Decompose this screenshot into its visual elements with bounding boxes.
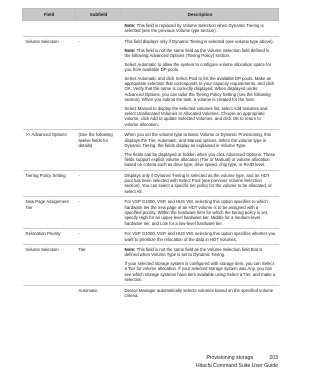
cell-subfield: (See the following twelve fields for details) <box>76 130 122 171</box>
table-row <box>23 130 279 171</box>
description-paragraph <box>125 23 276 34</box>
page-number: 203 <box>269 355 278 361</box>
cell-subfield: - <box>76 197 122 229</box>
cell-description <box>122 229 279 245</box>
paragraph-text: For VSP G1000, VSP, and HUS VM, selecting this option specifies to which hardware tier the new page of an HDT volume is to be assigned with a specified priority. Within the hardware tiers for which the tiering policy is set, specify High for an upper-level hardware tier, Middle for a medium-level hardware tier, and Low for a low-level hardware tier. <box>124 199 269 226</box>
cell-subfield <box>76 21 122 37</box>
header-field: Field <box>23 9 76 21</box>
table-row <box>23 285 279 300</box>
cell-field <box>23 285 76 300</box>
cell-field: Relocation Priority <box>23 229 76 245</box>
description-paragraph <box>125 132 276 148</box>
table-row <box>23 197 279 229</box>
paragraph-text: If your selected storage system is configured with storage tiers, you can Select a Tier for volume allocation. If your selected storage system was Any, you can see which storage systems have tiers available using Select a Tier, and make a selection. <box>124 261 276 283</box>
header-subfield: Subfield <box>76 9 122 21</box>
page-footer <box>0 355 278 361</box>
table-row <box>23 170 279 197</box>
description-paragraph <box>125 39 276 44</box>
paragraph-text: When you set the volume type to Basic Volume or Dynamic Provisioning, this displays the Tier, Automatic, and Manual options. When the volume type is Dynamic Tiering, the fields display as explained in Volume Type. <box>124 132 271 148</box>
cell-subfield: - <box>76 229 122 245</box>
paragraph-text: This field is replaced by Volume Selection when Dynamic Tiering is selected (see the previous Volume type section). <box>124 23 264 34</box>
cell-field: Tiering Policy Setting <box>23 170 76 197</box>
paragraph-text: This field is not the same field as the Volume Selection field defined in the following Advanced Options (Tiering Policy) section. <box>124 47 270 59</box>
cell-subfield: - <box>76 36 122 129</box>
description-paragraph <box>125 173 276 194</box>
note-label: Note: <box>124 23 136 29</box>
paragraph-text: This field displays only if Dynamic Tiering is selected (see volume type above). <box>124 39 274 45</box>
table-row <box>23 21 279 37</box>
cell-field <box>23 21 76 37</box>
table-row <box>23 245 279 286</box>
paragraph-text: Select Manual to display the selected volumes list, select Add Volumes,and select Unallocated Volumes or Allocated Volumes. Choose an appropriate volume, click Add to update Selected Volumes, and click OK to return to volume allocation. <box>124 105 268 127</box>
paragraph-text: For VSP G1000, VSP, and HUS VM, selecting this option specifies whether you want to prioritize the relocation of the data in HDT volumes. <box>124 231 276 242</box>
cell-description <box>122 285 279 300</box>
cell-description <box>122 245 279 286</box>
cell-description <box>122 170 279 197</box>
cell-description <box>122 36 279 129</box>
table-row <box>23 229 279 245</box>
footer-book-title: Hitachi Command Suite User Guide <box>195 363 278 369</box>
description-paragraph <box>125 48 276 59</box>
cell-subfield: Automatic <box>76 285 122 300</box>
cell-field: >> Advanced Options <box>23 130 76 171</box>
note-label: Note: <box>124 247 136 253</box>
paragraph-text: Select Automatic to allow the system to configure volume allocation space for you from available DP pools. <box>124 61 272 73</box>
description-paragraph <box>125 62 276 73</box>
paragraph-text: Displays only if Dynamic Tiering is selected as the volume type, and an HDT pool has been selected with Select Pool (see previous Volume Selection section). You can select a specific tier policy for the volume to be allocated, or select All. <box>124 172 272 194</box>
cell-field: Volume Selection <box>23 245 76 286</box>
note-label: Note: <box>124 47 136 53</box>
cell-subfield: - <box>76 170 122 197</box>
table-row <box>23 36 279 129</box>
table-header-row <box>23 9 279 21</box>
table-body <box>23 21 279 301</box>
field-description-table <box>22 8 279 301</box>
description-paragraph <box>125 106 276 127</box>
description-paragraph <box>125 76 276 102</box>
cell-description <box>122 130 279 171</box>
cell-description <box>122 21 279 37</box>
cell-description <box>122 197 279 229</box>
paragraph-text: Device Manager automatically selects volumes based on the specified volume criteria. <box>124 287 274 299</box>
paragraph-text: Select Automatic and click Select Pool to list the available DP pools. Make an appropriate selection that corresponds to your capacity requirements, and click OK. Verify that the name is correctly displayed. When displayed under Advanced Options, you can tailor the Tiering Policy Setting (see the following section). When you submit the task, a volume is created for the host. <box>124 75 275 102</box>
footer-section-title: Provisioning storage <box>206 355 254 361</box>
cell-field: Volume Selection <box>23 36 76 129</box>
description-paragraph <box>125 152 276 168</box>
description-paragraph <box>125 231 276 242</box>
description-paragraph <box>125 288 276 299</box>
cell-subfield: Tier <box>76 245 122 286</box>
paragraph-text: The fields can be displayed or hidden when you click Advanced Options. These fields support explicit volume allocation (Tier or Manual) or volume allocation based on criteria such as drive type, drive speed, chip type, or RAID level. <box>124 151 276 168</box>
description-paragraph <box>125 247 276 258</box>
cell-field: New Page Assignment Tier <box>23 197 76 229</box>
description-paragraph <box>125 261 276 282</box>
header-description: Description <box>122 9 279 21</box>
description-paragraph <box>125 199 276 225</box>
paragraph-text: This field is not the same field as the Volume Selection field that is defined when Volume Type is set to Dynamic Tiering. <box>124 247 263 258</box>
